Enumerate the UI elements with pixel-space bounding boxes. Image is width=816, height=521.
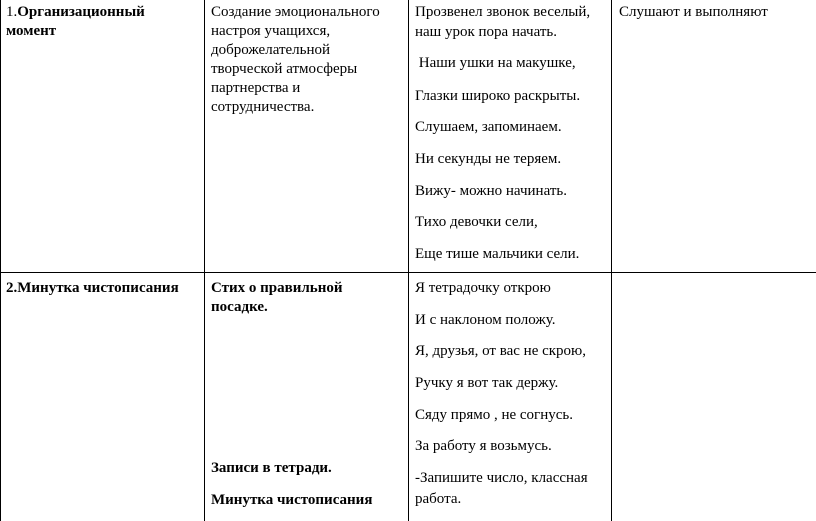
text-line: За работу я возьмусь. xyxy=(415,438,552,454)
text-line: Слушаем, запоминаем. xyxy=(415,119,562,135)
stage-title: Организационный момент xyxy=(6,4,145,39)
text-line: Я, друзья, от вас не скрою, xyxy=(415,343,586,359)
stage-cell-2: 2.Минутка чистописания xyxy=(6,280,179,296)
column-divider xyxy=(204,0,205,521)
text-line: Ручку я вот так держу. xyxy=(415,375,559,391)
text-line: Ни секунды не теряем. xyxy=(415,151,562,167)
text-line: наш урок пора начать. xyxy=(415,24,558,40)
goal-cell-2-notes: Записи в тетради. xyxy=(211,460,332,476)
stage-number: 1. xyxy=(6,4,18,20)
goal-cell-1: Создание эмоционального настроя учащихся, доброжелательной творческой атмосферы партнерства и сотрудничества. xyxy=(211,4,380,115)
text-line: Тихо девочки сели, xyxy=(415,214,538,230)
text-line: И с наклоном положу. xyxy=(415,312,556,328)
text-line: -Запишите число, классная xyxy=(415,470,588,486)
text-line: Сяду прямо , не согнусь. xyxy=(415,407,573,423)
column-divider xyxy=(611,0,612,521)
row-divider xyxy=(0,272,816,273)
column-divider xyxy=(408,0,409,521)
text-line: Прозвенел звонок веселый, xyxy=(415,4,591,20)
text-line: работа. xyxy=(415,491,462,507)
goal-cell-2-top: Стих о правильной посадке. xyxy=(211,280,343,315)
table-border-left xyxy=(0,0,1,521)
stage-cell-1 xyxy=(6,3,198,41)
text-line: Я тетрадочку открою xyxy=(415,280,551,296)
goal-cell-2-calligraphy: Минутка чистописания xyxy=(211,492,373,508)
students-cell-1: Слушают и выполняют xyxy=(619,4,768,20)
text-line: Еще тише мальчики сели. xyxy=(415,246,580,262)
text-line: Вижу- можно начинать. xyxy=(415,183,567,199)
text-line: Глазки широко раскрыты. xyxy=(415,88,581,104)
text-line: Наши ушки на макушке, xyxy=(415,55,576,71)
